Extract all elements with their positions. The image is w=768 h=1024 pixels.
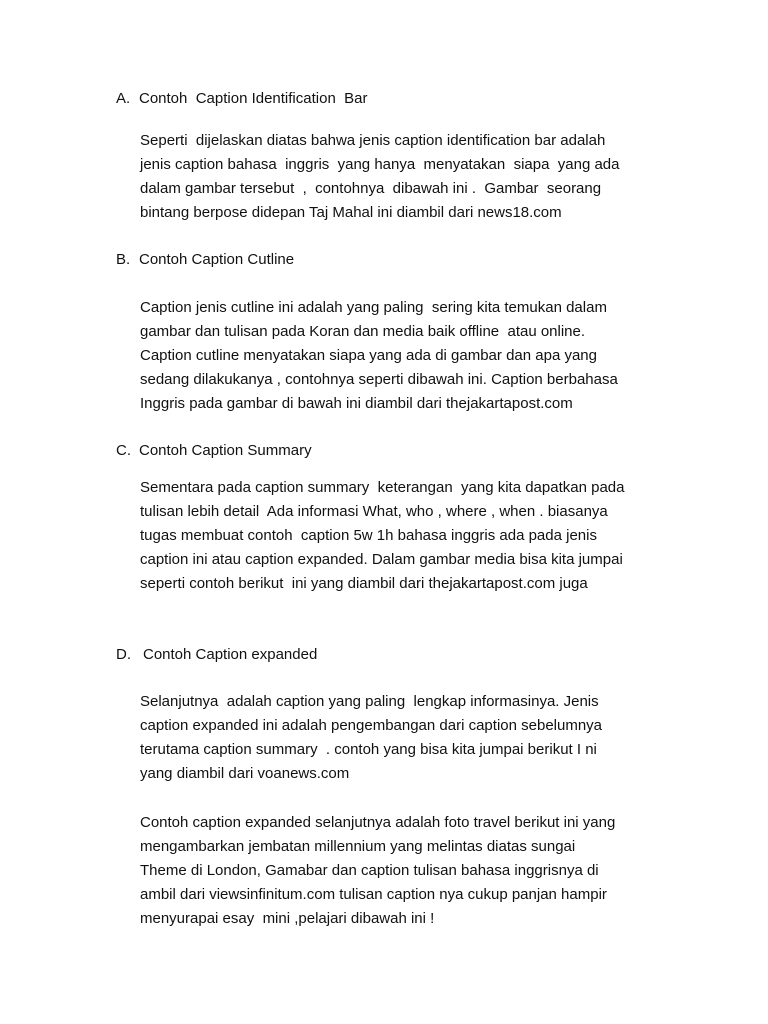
section-letter: B.: [116, 251, 131, 268]
text-line: gambar dan tulisan pada Koran dan media baik offline atau online.: [140, 323, 586, 340]
text-line: Selanjutnya adalah caption yang paling lengkap informasinya. Jenis: [140, 693, 599, 710]
section-c-paragraph: [140, 476, 680, 596]
section-letter: A.: [116, 90, 131, 107]
text-line: bintang berpose didepan Taj Mahal ini diambil dari news18.com: [140, 204, 562, 221]
section-title: Contoh Caption Identification Bar: [139, 90, 368, 107]
text-line: mengambarkan jembatan millennium yang melintas diatas sungai: [140, 838, 576, 855]
section-heading-c: [116, 441, 312, 461]
section-d-paragraph-2: [140, 811, 680, 931]
text-line: Inggris pada gambar di bawah ini diambil dari thejakartapost.com: [140, 395, 573, 412]
text-line: Seperti dijelaskan diatas bahwa jenis caption identification bar adalah: [140, 132, 606, 149]
section-b-paragraph: [140, 296, 680, 416]
text-line: Sementara pada caption summary keterangan yang kita dapatkan pada: [140, 479, 625, 496]
text-line: tugas membuat contoh caption 5w 1h bahasa inggris ada pada jenis: [140, 527, 597, 544]
text-line: ambil dari viewsinfinitum.com tulisan caption nya cukup panjan hampir: [140, 886, 607, 903]
text-line: seperti contoh berikut ini yang diambil dari thejakartapost.com juga: [140, 575, 588, 592]
text-line: terutama caption summary . contoh yang bisa kita jumpai berikut I ni: [140, 741, 597, 758]
text-line: caption expanded ini adalah pengembangan dari caption sebelumnya: [140, 717, 603, 734]
text-line: yang diambil dari voanews.com: [140, 765, 350, 782]
section-d-paragraph-1: [140, 690, 680, 786]
text-line: tulisan lebih detail Ada informasi What, who , where , when . biasanya: [140, 503, 608, 520]
section-title: Contoh Caption Summary: [139, 442, 312, 459]
section-title: Contoh Caption Cutline: [139, 251, 295, 268]
text-line: Contoh caption expanded selanjutnya adalah foto travel berikut ini yang: [140, 814, 616, 831]
text-line: sedang dilakukanya , contohnya seperti dibawah ini. Caption berbahasa: [140, 371, 618, 388]
section-a-paragraph: [140, 129, 680, 225]
text-line: dalam gambar tersebut , contohnya dibawah ini . Gambar seorang: [140, 180, 602, 197]
text-line: menyurapai esay mini ,pelajari dibawah ini !: [140, 910, 435, 927]
text-line: caption ini atau caption expanded. Dalam gambar media bisa kita jumpai: [140, 551, 623, 568]
text-line: Caption jenis cutline ini adalah yang paling sering kita temukan dalam: [140, 299, 607, 316]
text-line: Caption cutline menyatakan siapa yang ada di gambar dan apa yang: [140, 347, 597, 364]
section-letter: C.: [116, 442, 131, 459]
text-line: Theme di London, Gamabar dan caption tulisan bahasa inggrisnya di: [140, 862, 599, 879]
text-line: jenis caption bahasa inggris yang hanya menyatakan siapa yang ada: [140, 156, 620, 173]
section-letter: D.: [116, 646, 131, 663]
section-heading-b: [116, 250, 294, 270]
section-title: Contoh Caption expanded: [143, 646, 318, 663]
section-heading-a: [116, 89, 367, 109]
section-heading-d: [116, 645, 317, 665]
